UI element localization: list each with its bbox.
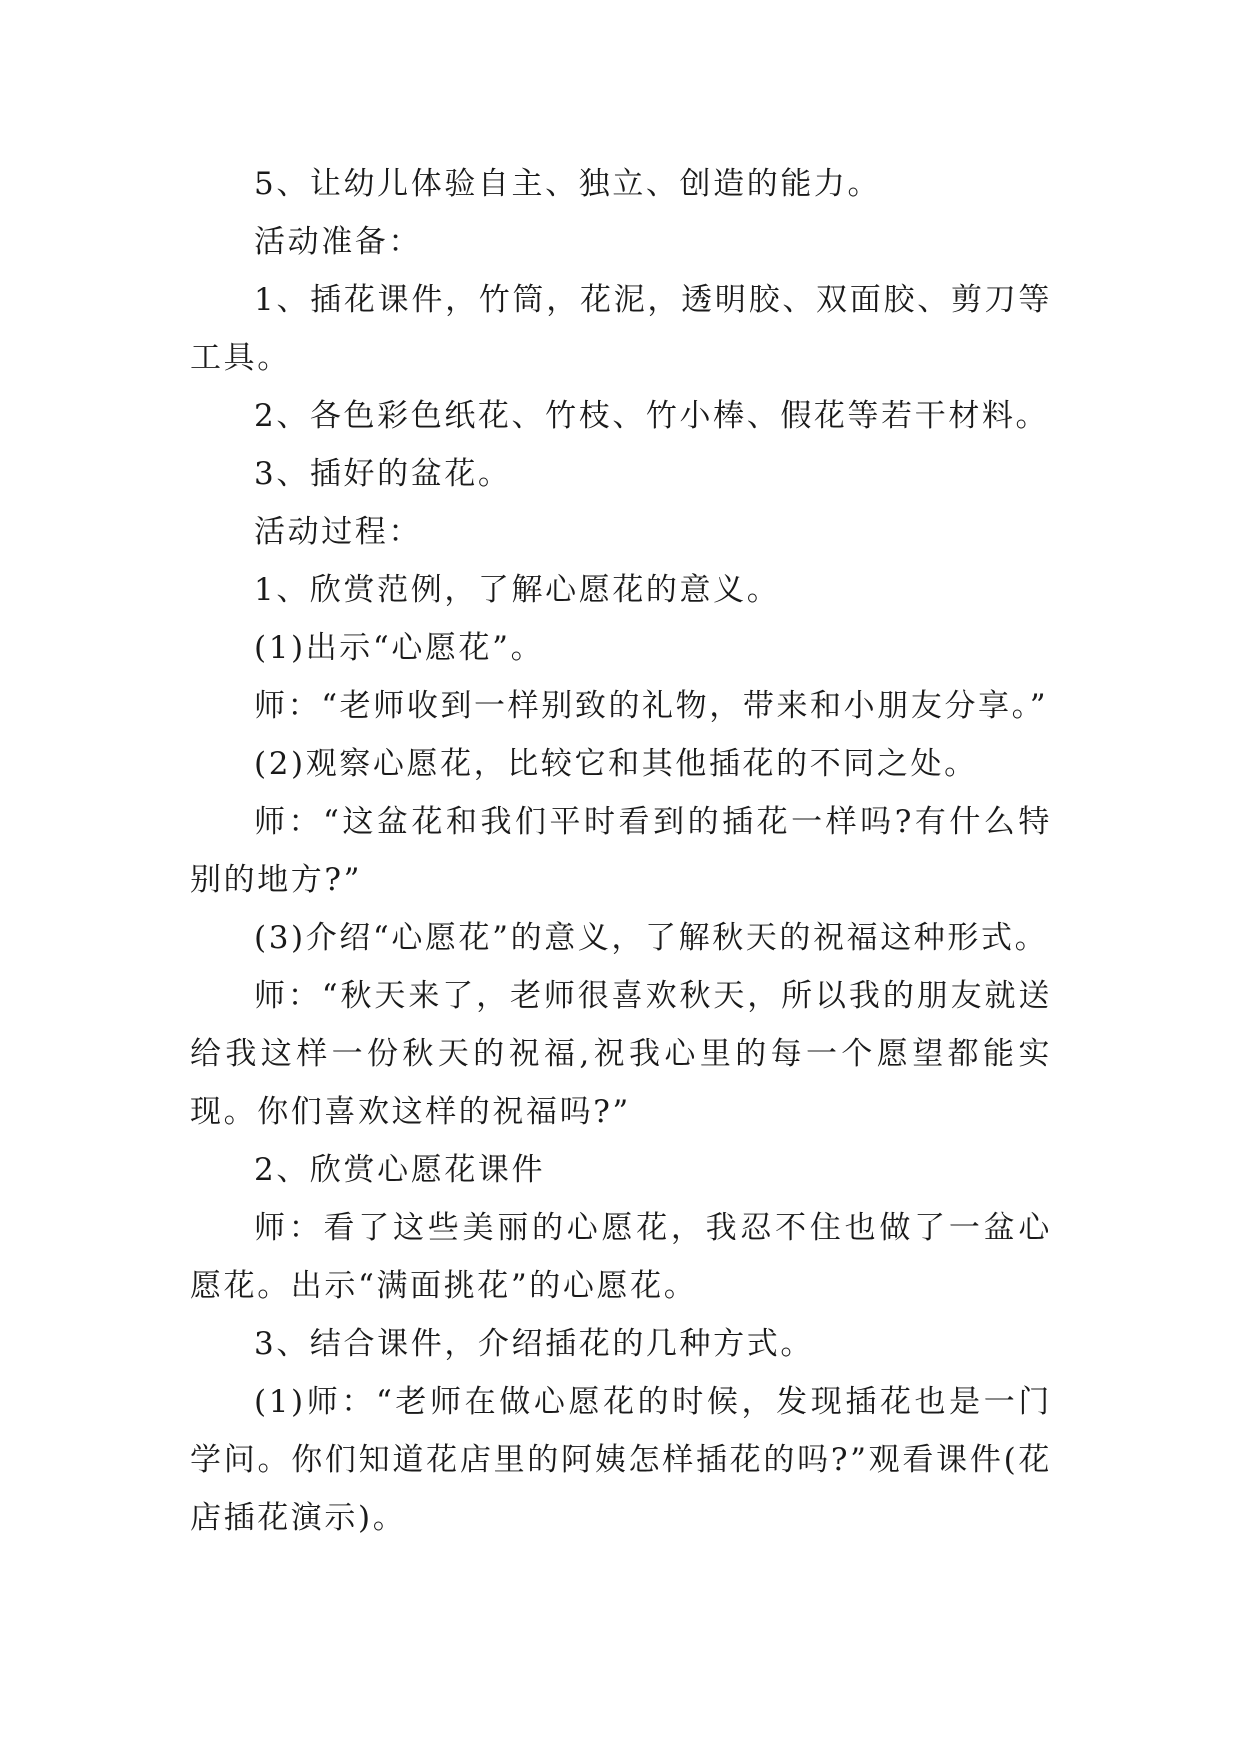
paragraph: (1)出示“心愿花”。 [254,630,545,666]
document-page [190,155,1052,1547]
paragraph: 3、结合课件，介绍插花的几种方式。 [254,1326,814,1362]
paragraph: 师：“这盆花和我们平时看到的插花一样吗?有什么特别的地方?” [190,804,1052,898]
section-heading: 活动过程： [254,514,422,550]
paragraph: 1、插花课件，竹筒，花泥，透明胶、双面胶、剪刀等工具。 [190,282,1052,376]
paragraph: 2、欣赏心愿花课件 [254,1152,546,1188]
paragraph: 师：看了这些美丽的心愿花，我忍不住也做了一盆心愿花。出示“满面挑花”的心愿花。 [190,1210,1052,1304]
paragraph: 师：“秋天来了，老师很喜欢秋天，所以我的朋友就送给我这样一份秋天的祝福,祝我心里的每一个愿望都能实现。你们喜欢这样的祝福吗?” [190,978,1052,1130]
paragraph: 5、让幼儿体验自主、独立、创造的能力。 [254,166,882,202]
paragraph: 3、插好的盆花。 [254,456,512,492]
paragraph: 2、各色彩色纸花、竹枝、竹小棒、假花等若干材料。 [254,398,1050,434]
paragraph: (1)师：“老师在做心愿花的时候，发现插花也是一门学问。你们知道花店里的阿姨怎样插花的吗?”观看课件(花店插花演示)。 [190,1384,1052,1536]
paragraph: (2)观察心愿花，比较它和其他插花的不同之处。 [254,746,978,782]
paragraph: 师：“老师收到一样别致的礼物，带来和小朋友分享。” [254,688,1049,724]
paragraph: (3)介绍“心愿花”的意义，了解秋天的祝福这种形式。 [254,920,1049,956]
section-heading: 活动准备： [254,224,422,260]
paragraph: 1、欣赏范例，了解心愿花的意义。 [254,572,781,608]
